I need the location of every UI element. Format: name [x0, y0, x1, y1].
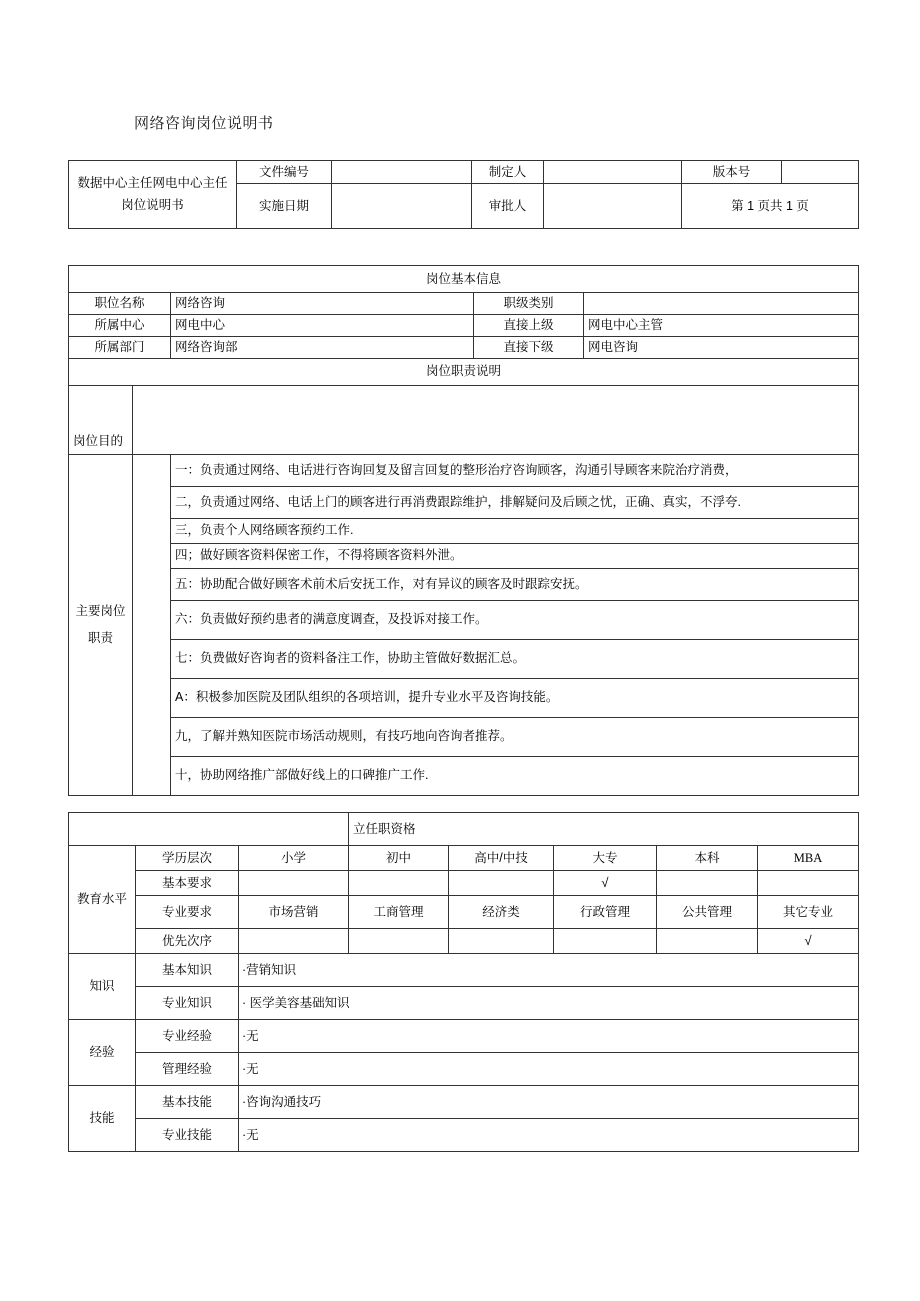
table-row [69, 1020, 859, 1053]
sub-label-professional-experience: 专业经验 [136, 1020, 239, 1053]
header-page-info: 第 1 页共 1 页 [682, 184, 859, 229]
sub-label-priority-order: 优先次序 [136, 929, 239, 954]
section-title-duties: 岗位职责说明 [69, 358, 859, 385]
header-value-effective-date[interactable] [332, 184, 472, 229]
duty-item-8: A：积极参加医院及团队组织的各项培训，提升专业水平及咨询技能。 [171, 678, 859, 717]
priority-economics[interactable] [449, 929, 554, 954]
qualifications-table [68, 812, 859, 1152]
header-doc-title-cell: 数据中心主任网电中心主任岗位说明书 [69, 161, 237, 229]
duty-item-6: 六：负责做好预约患者的满意度调查，及投诉对接工作。 [171, 600, 859, 639]
document-header-table [68, 160, 859, 229]
table-row [69, 518, 859, 543]
basic-req-junior-high[interactable] [349, 871, 449, 896]
header-label-version: 版本号 [682, 161, 782, 184]
table-row [69, 1053, 859, 1086]
value-professional-knowledge[interactable]: · 医学美容基础知识 [239, 987, 859, 1020]
duty-item-3: 三，负责个人网络顾客预约工作. [171, 518, 859, 543]
duty-item-7: 七：负费做好咨询者的资料备注工作，协助主管做好数据汇总。 [171, 639, 859, 678]
table-row [69, 314, 859, 336]
table-row [69, 600, 859, 639]
table-row [69, 358, 859, 385]
job-info-table [68, 265, 859, 796]
sub-label-basic-requirement: 基本要求 [136, 871, 239, 896]
value-basic-skills[interactable]: ·咨询沟通技巧 [239, 1086, 859, 1119]
sub-label-professional-knowledge: 专业知识 [136, 987, 239, 1020]
sub-label-basic-knowledge: 基本知识 [136, 954, 239, 987]
sub-label-professional-skills: 专业技能 [136, 1119, 239, 1152]
label-position-name: 职位名称 [69, 293, 171, 315]
value-direct-superior[interactable]: 网电中心主管 [584, 314, 859, 336]
table-row [69, 756, 859, 795]
group-label-knowledge: 知识 [69, 954, 136, 1020]
major-req-public-management: 公共管理 [657, 896, 758, 929]
duty-item-5: 五：协助配合做好顾客术前术后安抚工作，对有异议的顾客及时跟踪安抚。 [171, 568, 859, 600]
table-row [69, 987, 859, 1020]
priority-public-admin[interactable] [554, 929, 657, 954]
header-value-author[interactable] [544, 161, 682, 184]
value-rank-category[interactable] [584, 293, 859, 315]
section-title-basic-info: 岗位基本信息 [69, 266, 859, 293]
major-req-public-admin: 行政管理 [554, 896, 657, 929]
major-req-marketing: 市场营销 [239, 896, 349, 929]
label-center: 所属中心 [69, 314, 171, 336]
table-row [69, 385, 859, 454]
label-main-duties: 主要岗位职责 [69, 454, 133, 795]
major-req-business-admin: 工商管理 [349, 896, 449, 929]
header-label-approver: 审批人 [472, 184, 544, 229]
priority-public-management[interactable] [657, 929, 758, 954]
value-center[interactable]: 网电中心 [171, 314, 474, 336]
table-row [69, 543, 859, 568]
sub-label-basic-skills: 基本技能 [136, 1086, 239, 1119]
edu-level-primary: 小学 [239, 846, 349, 871]
table-row [69, 266, 859, 293]
header-label-effective-date: 实施日期 [237, 184, 332, 229]
duty-item-9: 九，了解并熟知医院市场活动规则，有技巧地向咨询者推荐。 [171, 717, 859, 756]
table-row [69, 486, 859, 518]
edu-level-college: 大专 [554, 846, 657, 871]
basic-req-primary[interactable] [239, 871, 349, 896]
table-row [69, 813, 859, 846]
group-label-experience: 经验 [69, 1020, 136, 1086]
table-row [69, 1119, 859, 1152]
value-job-purpose[interactable] [133, 385, 859, 454]
priority-other[interactable]: √ [758, 929, 859, 954]
table-row [69, 454, 859, 486]
table-row [69, 161, 859, 184]
duty-spacer-cell [133, 454, 171, 795]
basic-req-bachelor[interactable] [657, 871, 758, 896]
qual-head-spacer [69, 813, 349, 846]
table-row [69, 717, 859, 756]
value-management-experience[interactable]: ·无 [239, 1053, 859, 1086]
duty-item-10: 十，协助网络推广部做好线上的口碑推广工作. [171, 756, 859, 795]
value-direct-subordinate[interactable]: 网电咨询 [584, 336, 859, 358]
value-basic-knowledge[interactable]: ·营销知识 [239, 954, 859, 987]
section-title-qualifications: 立任职资格 [349, 813, 859, 846]
header-label-file-no: 文件编号 [237, 161, 332, 184]
table-row [69, 871, 859, 896]
sub-label-major-requirement: 专业要求 [136, 896, 239, 929]
duty-item-2: 二，负责通过网络、电话上门的顾客进行再消费跟踪维护，排解疑问及后顾之忧，正确、真实，不浮夸. [171, 486, 859, 518]
value-department[interactable]: 网络咨询部 [171, 336, 474, 358]
header-label-author: 制定人 [472, 161, 544, 184]
label-direct-superior: 直接上级 [474, 314, 584, 336]
table-row [69, 336, 859, 358]
basic-req-college[interactable]: √ [554, 871, 657, 896]
label-department: 所属部门 [69, 336, 171, 358]
duty-item-1: 一：负责通过网络、电话进行咨询回复及留言回复的整形治疗咨询顾客，沟通引导顾客来院治疗消费， [171, 454, 859, 486]
page-title: 网络咨询岗位说明书 [134, 116, 274, 132]
edu-level-mba: MBA [758, 846, 859, 871]
label-job-purpose: 岗位目的 [69, 385, 133, 454]
priority-business-admin[interactable] [349, 929, 449, 954]
priority-marketing[interactable] [239, 929, 349, 954]
value-professional-experience[interactable]: ·无 [239, 1020, 859, 1053]
group-label-education: 教育水平 [69, 846, 136, 954]
major-req-other: 其它专业 [758, 896, 859, 929]
value-position-name[interactable]: 网络咨询 [171, 293, 474, 315]
duty-item-4: 四；做好顾客资料保密工作，不得将顾客资料外泄。 [171, 543, 859, 568]
header-value-approver[interactable] [544, 184, 682, 229]
basic-req-mba[interactable] [758, 871, 859, 896]
table-row [69, 846, 859, 871]
major-req-economics: 经济类 [449, 896, 554, 929]
edu-level-senior-high: 高中/中技 [449, 846, 554, 871]
edu-level-bachelor: 本科 [657, 846, 758, 871]
table-row [69, 678, 859, 717]
header-value-version[interactable] [782, 161, 859, 184]
sub-label-management-experience: 管理经验 [136, 1053, 239, 1086]
header-value-file-no[interactable] [332, 161, 472, 184]
label-direct-subordinate: 直接下级 [474, 336, 584, 358]
table-row [69, 293, 859, 315]
table-row [69, 954, 859, 987]
value-professional-skills[interactable]: ·无 [239, 1119, 859, 1152]
table-row [69, 1086, 859, 1119]
table-row [69, 568, 859, 600]
table-row [69, 929, 859, 954]
sub-label-education-level: 学历层次 [136, 846, 239, 871]
table-row [69, 896, 859, 929]
group-label-skills: 技能 [69, 1086, 136, 1152]
label-rank-category: 职级类别 [474, 293, 584, 315]
table-row [69, 639, 859, 678]
edu-level-junior-high: 初中 [349, 846, 449, 871]
basic-req-senior-high[interactable] [449, 871, 554, 896]
